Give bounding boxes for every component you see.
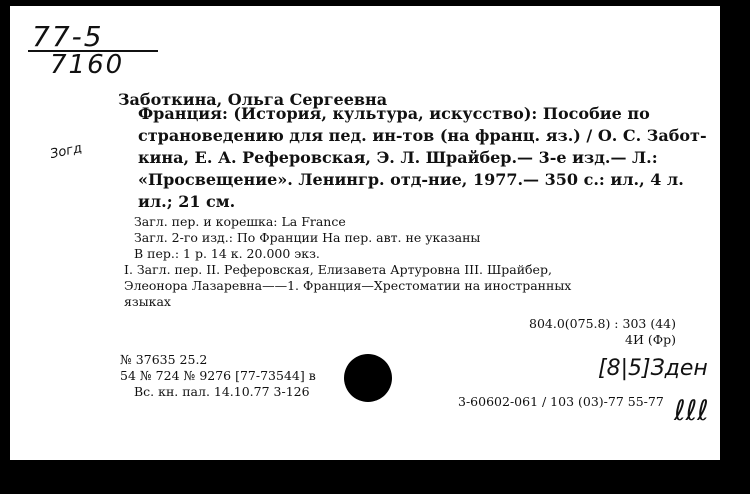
- title-line: страноведению для пед. ин-тов (на франц. яз.) / О. С. Забот-: [138, 126, 707, 145]
- margin-handwritten-mark: Зогд: [48, 140, 84, 163]
- catalog-line: Вс. кн. пал. 14.10.77 3-126: [134, 384, 310, 399]
- catalog-card: [10, 6, 720, 460]
- title-line: Франция: (История, культура, искусство): Пособие по: [138, 104, 650, 123]
- handwritten-signature: [8|5]Зден: [598, 356, 708, 381]
- note-line: В пер.: 1 р. 14 к. 20.000 экз.: [134, 246, 320, 261]
- note-line: Элеонора Лазаревна——1. Франция—Хрестоматии на иностранных: [124, 278, 572, 293]
- ink-blot: [344, 354, 392, 402]
- note-line: Загл. пер. и корешка: La France: [134, 214, 346, 229]
- title-line: «Просвещение». Ленингр. отд-ние, 1977.— 350 с.: ил., 4 л.: [138, 170, 684, 189]
- handwritten-scribble: ℓℓℓ: [674, 394, 709, 427]
- shelfmark-top: 77-5: [32, 20, 104, 53]
- classification-code: 4И (Фр): [625, 332, 676, 347]
- shelfmark-bottom: 7160: [50, 50, 125, 80]
- author-heading: Заботкина, Ольга Сергеевна: [118, 90, 388, 109]
- note-line: языках: [124, 294, 171, 309]
- title-line: ил.; 21 см.: [138, 192, 236, 211]
- note-line: Загл. 2-го изд.: По Франции На пер. авт. не указаны: [134, 230, 481, 245]
- catalog-line: № 37635 25.2: [120, 352, 208, 367]
- title-line: кина, Е. А. Реферовская, Э. Л. Шрайбер.— 3-е изд.— Л.:: [138, 148, 658, 167]
- catalog-line: 54 № 724 № 9276 [77-73544] в: [120, 368, 316, 383]
- publisher-code: 3-60602-061 / 103 (03)-77 55-77: [458, 394, 664, 409]
- classification-code: 804.0(075.8) : 303 (44): [529, 316, 676, 331]
- note-line: I. Загл. пер. II. Реферовская, Елизавета Артуровна III. Шрайбер,: [124, 262, 552, 277]
